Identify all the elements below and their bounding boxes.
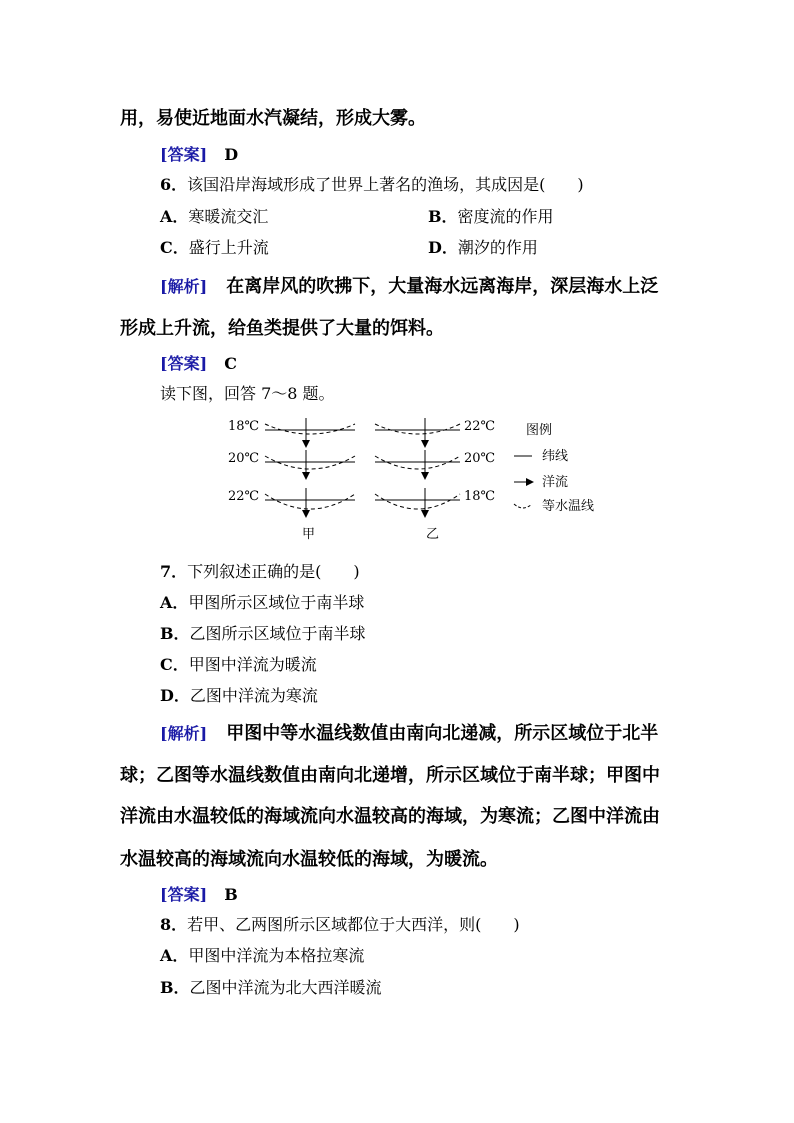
option-letter: C． [160,655,189,674]
isotherm-label: 22℃ [464,419,496,434]
text-line: 用，易使近地面水汽凝结，形成大雾。 [120,108,426,129]
option-text: 盛行上升流 [188,238,269,257]
isotherm-line [375,424,460,434]
option-8a [160,943,364,966]
answer-tag: [答案] [160,354,208,373]
isotherm-label: 18℃ [228,419,260,434]
answer-value: C [224,354,237,373]
legend-latitude: 纬线 [542,449,569,464]
option-7a [160,590,364,613]
question-text: 该国沿岸海域形成了世界上著名的渔场，其成因是( ) [187,175,584,194]
ocean-current-figure [220,410,620,545]
isotherm-label: 20℃ [464,451,496,466]
option-6c [160,235,269,258]
legend-current: 洋流 [542,475,569,490]
option-6b [428,204,554,227]
option-text: 乙图中洋流为北大西洋暖流 [189,978,382,997]
option-text: 密度流的作用 [457,207,554,226]
answer-value: B [224,885,238,904]
option-letter: C． [160,238,189,257]
option-8b [160,975,382,998]
question-7 [160,559,360,582]
option-text: 甲图所示区域位于南半球 [188,593,365,612]
legend-title: 图例 [526,423,553,438]
explanation-tag: [解析] [160,724,208,743]
option-letter: A． [160,207,189,226]
option-letter: D． [160,686,190,705]
option-7d [160,683,318,706]
question-number: 6． [160,175,188,194]
explanation-6-line2: 形成上升流，给鱼类提供了大量的饵料。 [120,318,444,339]
option-letter: B． [428,207,458,226]
option-6d [428,235,538,258]
explanation-text: 在离岸风的吹拂下，大量海水远离海岸，深层海水上泛 [226,276,659,297]
option-letter: D． [428,238,458,257]
option-text: 甲图中洋流为暖流 [188,655,317,674]
question-8 [160,912,520,935]
explanation-7-line4: 水温较高的海域流向水温较低的海域，为暖流。 [120,849,498,870]
answer-7 [160,882,238,905]
option-7b [160,621,366,644]
legend-isotherm: 等水温线 [542,499,595,514]
figure-intro: 读下图，回答 7～8 题。 [160,384,335,403]
option-text: 潮汐的作用 [457,238,538,257]
isotherm-label: 20℃ [228,451,260,466]
option-text: 寒暖流交汇 [188,207,269,226]
option-text: 甲图中洋流为本格拉寒流 [188,946,365,965]
question-text: 若甲、乙两图所示区域都位于大西洋，则( ) [187,915,520,934]
option-text: 乙图中洋流为寒流 [189,686,318,705]
isotherm-label: 18℃ [464,489,496,504]
panel-label-yi: 乙 [426,527,440,542]
isotherm-line [265,424,355,434]
question-text: 下列叙述正确的是( ) [187,562,360,581]
option-6a [160,204,268,227]
explanation-7-line2: 球；乙图等水温线数值由南向北递增，所示区域位于南半球；甲图中 [120,765,660,786]
isotherm-line [265,494,355,509]
explanation-6-line1 [160,272,658,298]
answer-tag: [答案] [160,145,208,164]
question-6 [160,172,584,195]
explanation-7-line3: 洋流由水温较低的海域流向水温较高的海域，为寒流；乙图中洋流由 [120,806,660,827]
explanation-text: 甲图中等水温线数值由南向北递减，所示区域位于北半 [226,723,659,744]
answer-5 [160,142,238,165]
isotherm-label: 22℃ [228,489,260,504]
option-letter: A． [160,593,189,612]
isotherm-line [375,494,460,509]
legend-isotherm-swatch [514,504,532,508]
option-text: 乙图所示区域位于南半球 [189,624,366,643]
panel-label-jia: 甲 [302,527,316,542]
answer-tag: [答案] [160,885,208,904]
explanation-7-line1 [160,719,658,745]
option-7c [160,652,317,675]
option-letter: A． [160,946,189,965]
answer-6 [160,351,237,374]
explanation-tag: [解析] [160,277,208,296]
answer-value: D [224,145,239,164]
question-number: 7． [160,562,188,581]
option-letter: B． [160,624,190,643]
option-letter: B． [160,978,190,997]
question-number: 8． [160,915,188,934]
